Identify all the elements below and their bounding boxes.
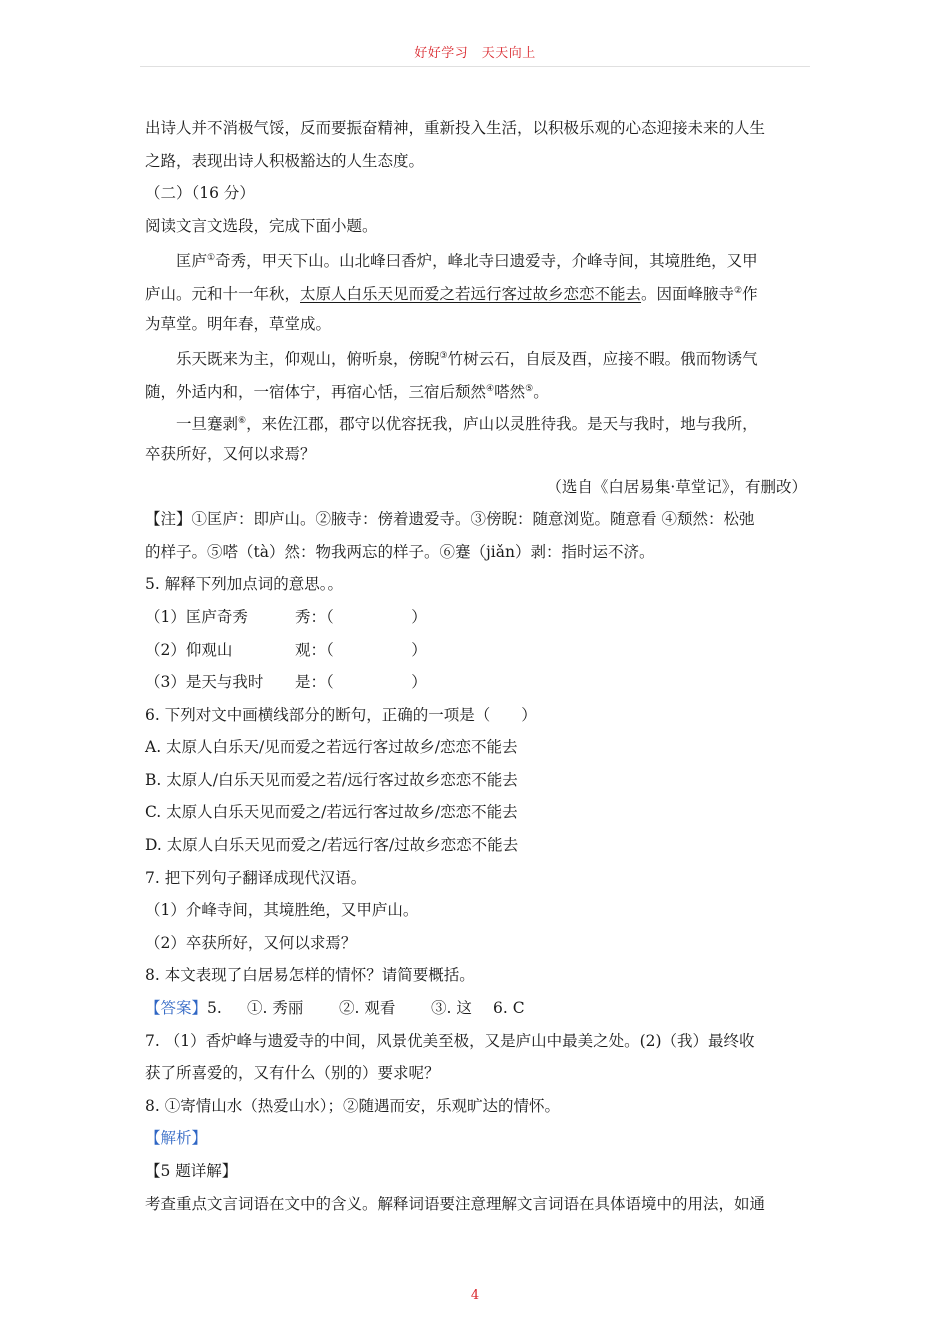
notes-line: [145, 503, 815, 536]
passage-text: 。因面峰腋寺: [641, 284, 735, 303]
answer-text: ③. 这: [431, 999, 472, 1018]
detail-heading: 【5 题详解】: [145, 1162, 238, 1180]
item-blank: 是：（ ）: [295, 673, 427, 692]
passage-line: 卒获所好，又何以求焉？: [145, 444, 316, 463]
option-a: A. 太原人白乐天/见而爱之若远行客过故乡/恋恋不能去: [145, 738, 518, 757]
answer-line: 获了所喜爱的，又有什么（别的）要求呢？: [145, 1064, 440, 1083]
page-number: 4: [470, 1288, 480, 1303]
passage-text: 竹树云石，自辰及酉，应接不暇。俄而物诱气: [447, 350, 758, 369]
notes-line: 的样子。⑤嗒（tà）然：物我两忘的样子。⑥蹇（jiǎn）剥：指时运不济。: [145, 542, 655, 561]
item-text: （2）仰观山: [145, 640, 233, 659]
question-7-item: （2）卒获所好，又何以求焉？: [145, 933, 357, 952]
option-d: D. 太原人白乐天见而爱之/若远行客/过故乡恋恋不能去: [145, 836, 519, 855]
answer-tag: 【答案】: [145, 999, 208, 1018]
answer-line: 7. （1）香炉峰与遗爱寺的中间，风景优美至极，又是庐山中最美之处。(2)（我）最终收: [145, 1031, 755, 1050]
passage-line: 为草堂。明年春，草堂成。: [145, 314, 332, 333]
passage-text: 作: [742, 284, 758, 303]
question-5: 5. 解释下列加点词的意思。。: [145, 575, 343, 594]
passage-text: 庐山。元和十一年秋，: [145, 284, 301, 303]
answer-text: ①. 秀丽: [247, 999, 304, 1018]
passage-text: 嗒然: [494, 382, 526, 401]
answer-line: 8. ①寄情山水（热爱山水）；②随遇而安，乐观旷达的情怀。: [145, 1096, 560, 1115]
text-line: 出诗人并不消极气馁，反而要振奋精神，重新投入生活，以积极乐观的心态迎接未来的人生: [145, 119, 766, 137]
underlined-sentence: 太原人白乐天见而爱之若远行客过故乡恋恋不能去: [300, 284, 642, 303]
note-marker: ⑥: [238, 416, 247, 427]
answer-text: ②. 观看: [339, 999, 396, 1018]
passage-text: 乐天既来为主，仰观山，俯听泉，傍睨: [176, 350, 440, 369]
note-marker: ②: [734, 285, 743, 296]
item-text: （1）匡庐奇秀: [145, 607, 248, 626]
passage-line: [145, 242, 815, 275]
passage-line: [145, 373, 815, 406]
note-marker: ⑤: [525, 383, 534, 394]
note-marker: ③: [439, 351, 448, 362]
passage-text: ，来佐江郡，郡守以优容抚我，庐山以灵胜待我。是天与我时，地与我所，: [246, 415, 758, 434]
question-5-item: [145, 634, 815, 667]
item-blank: 观：（ ）: [295, 640, 427, 659]
notes-text: ①匡庐：即庐山。②腋寺：傍着遗爱寺。③傍睨：随意浏览。随意看 ④颓然：松弛: [191, 510, 755, 529]
item-blank: 秀：（ ）: [295, 607, 427, 626]
page-header: 好好学习 天天向上: [414, 46, 536, 61]
note-marker: ④: [486, 383, 495, 394]
question-7: 7. 把下列句子翻译成现代汉语。: [145, 868, 367, 887]
option-b: B. 太原人/白乐天见而爱之若/远行客过故乡恋恋不能去: [145, 770, 518, 789]
passage-text: 。: [533, 382, 549, 401]
item-text: （3）是天与我时: [145, 673, 264, 692]
answer-text: 6. C: [493, 999, 525, 1018]
passage-text: 匡庐: [176, 252, 208, 271]
answer-line: [145, 992, 815, 1025]
passage-text: 奇秀，甲天下山。山北峰曰香炉，峰北寺曰遗爱寺，介峰寺间，其境胜绝，又甲: [215, 252, 758, 271]
notes-tag: 【注】: [145, 510, 192, 529]
question-5-item: [145, 601, 815, 634]
detail-line: 考查重点文言词语在文中的含义。解释词语要注意理解文言词语在具体语境中的用法，如通: [145, 1194, 766, 1213]
passage-text: 随，外适内和，一宿体宁，再宿心恬，三宿后颓然: [145, 382, 487, 401]
question-6: 6. 下列对文中画横线部分的断句，正确的一项是（ ）: [145, 705, 537, 724]
question-8: 8. 本文表现了白居易怎样的情怀？请简要概括。: [145, 966, 475, 985]
section-heading: （二）（16 分）: [145, 184, 255, 203]
passage-line: [145, 340, 815, 373]
passage-line: [145, 275, 815, 308]
document-body: [145, 112, 815, 1220]
analysis-tag: 【解析】: [145, 1129, 208, 1148]
question-5-item: [145, 666, 815, 699]
passage-source: （选自《白居易集·草堂记》，有删改）: [546, 477, 807, 496]
text-line: 之路，表现出诗人积极豁达的人生态度。: [145, 151, 425, 170]
question-7-item: （1）介峰寺间，其境胜绝，又甲庐山。: [145, 901, 419, 920]
option-c: C. 太原人白乐天见而爱之/若远行客过故乡/恋恋不能去: [145, 803, 518, 822]
header-divider: [140, 66, 810, 67]
note-marker: ①: [207, 253, 216, 264]
answer-text: 5.: [207, 999, 222, 1018]
passage-line: [145, 405, 815, 438]
instruction: 阅读文言文选段，完成下面小题。: [145, 216, 378, 235]
passage-text: 一旦蹇剥: [176, 415, 239, 434]
